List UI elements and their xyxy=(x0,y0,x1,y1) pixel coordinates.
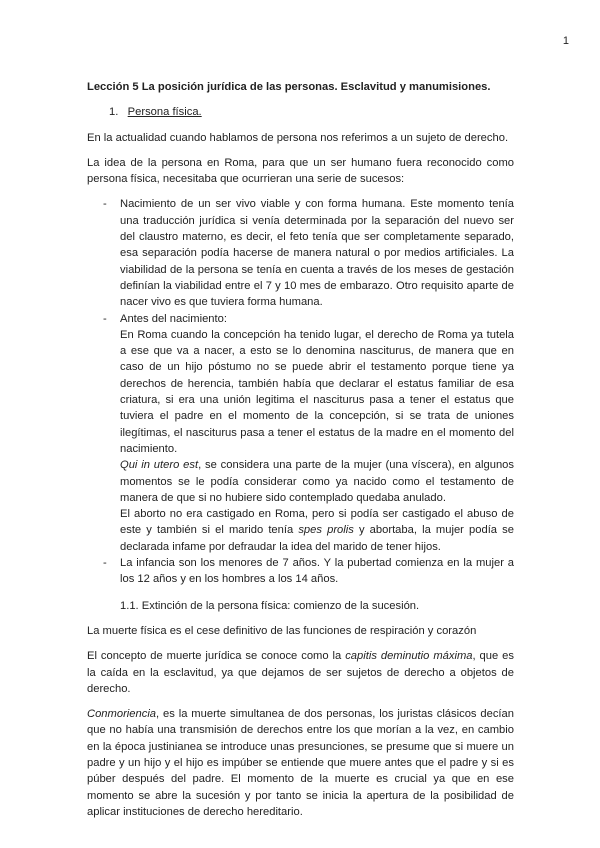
list-item-infancia: - La infancia son los menores de 7 años. Y la pubertad comienza en la mujer a los 12 años y en los hombres a los 14 años. xyxy=(87,555,514,588)
list-item-antes xyxy=(87,311,514,555)
antes-paragraph-1: En Roma cuando la concepción ha tenido lugar, el derecho de Roma ya tutela a ese que va a nacer, a esto se lo denomina nasciturus, de manera que en caso de un hijo póstumo no se puede abrir el testamento porque tiene ya derechos de herencia, también había que declarar el estatus familiar de esa criatura, si era una unión legitima el nasciturus pasa a tener el estatus que tuviera el padre en el momento de la concepción, si se trata de uniones ilegítimas, el nasciturus pasa a tener el estatus de la madre en el momento del nacimiento. xyxy=(120,328,514,455)
antes-paragraph-3: El aborto no era castigado en Roma, pero si podía ser castigado el abuso de este y también si el marido tenía spes prolis y abortaba, la mujer podía se declarada infame por defraudar la idea del marido de tener hijos. xyxy=(120,508,514,553)
document-body xyxy=(87,79,514,829)
paragraph-muerte: La muerte física es el cese definitivo de las funciones de respiración y corazón xyxy=(87,624,477,637)
page-number: 1 xyxy=(562,35,569,47)
conmoriencia-term: Conmoriencia xyxy=(87,708,157,721)
section-label: Persona física. xyxy=(127,106,202,119)
paragraph-muerte-juridica: El concepto de muerte jurídica se conoce como la capitis deminutio máxima, que es la caída en la esclavitud, ya que dejamos de ser sujetos de derecho a objetos de derecho. xyxy=(87,650,514,695)
antes-label: - Antes del nacimiento: xyxy=(120,312,227,325)
lesson-title: Lección 5 La posición jurídica de las personas. Esclavitud y manumisiones. xyxy=(87,81,491,93)
antes-paragraph-2: Qui in utero est, se considera una parte de la mujer (una víscera), en algunos momentos se le podía considerar como ya nacido como el testamento de manera de que si no hubiere sido contemplado quedaba anulado. xyxy=(120,459,514,504)
section-number: 1. xyxy=(109,106,119,119)
paragraph-idea: La idea de la persona en Roma, para que un ser humano fuera reconocido como persona física, necesitaba que ocurrieran una serie de sucesos: xyxy=(87,156,514,186)
spes-prolis-term: spes prolis xyxy=(298,524,354,537)
paragraph-conmoriencia: Conmoriencia, es la muerte simultanea de dos personas, los juristas clásicos decían que no había una transmisión de derechos entre los que morían a la vez, en cambio en la época justinianea se introduce unas presunciones, se presume que si muere un padre y un hijo y el hijo es impúber se entiende que muere antes que el padre y si es púber después del padre. El momento de la muerte es crucial ya que en ese momento se abre la sucesión y por tanto se inicia la apertura de la posibilidad de aplicar instituciones de derecho hereditario. xyxy=(87,708,514,818)
section-heading xyxy=(109,104,514,120)
qui-in-utero-term: Qui in utero est xyxy=(120,459,199,472)
paragraph-intro: En la actualidad cuando hablamos de persona nos referimos a un sujeto de derecho. xyxy=(87,131,509,144)
subsection-heading: 1.1. Extinción de la persona física: comienzo de la sucesión. xyxy=(120,599,420,612)
requirements-list xyxy=(87,196,514,587)
list-item-nacimiento: - Nacimiento de un ser vivo viable y con forma humana. Este momento tenía una traducción jurídica si venía determinada por la separación del nuevo ser del claustro materno, es decir, el feto tenía que ser completamente separado, esa separación podía hacerse de manera natural o por medios artificiales. La viabilidad de la persona se tenía en cuenta a través de los meses de gestación definían la viabilidad entre el 7 y 10 mes de embarazo. Otro requisito aparte de nacer vivo es que tuviera forma humana. xyxy=(87,196,514,310)
capitis-deminutio-term: capitis deminutio máxima xyxy=(345,650,473,663)
